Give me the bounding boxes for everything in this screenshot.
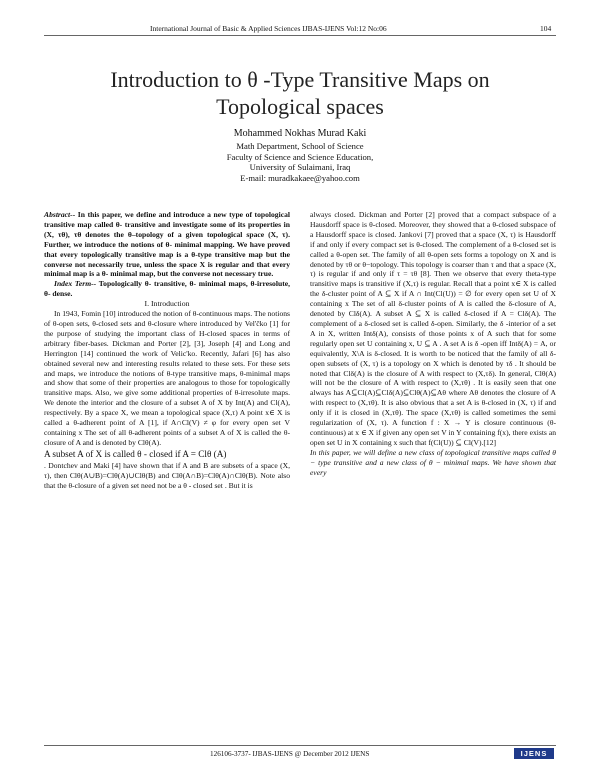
footer-rule — [44, 745, 556, 746]
theta-closed-definition: A subset A of X is called θ - closed if A = Clθ (A) — [44, 448, 227, 459]
intro-paragraph: In 1943, Fomin [10] introduced the notion of θ-continuous maps. The notions of θ-open sets, θ-closed sets and θ-closure where introduced by Vel'čko [1] for the purpose of studying the important class of H-closed spaces in terms of arbitrary fiber-bases. Dickman and Porter [2], [3], Joseph [4] and Long and Herrington [14] continued the work of Velic'ko. Recently, Jafari [6] has also obtained several new and interesting results related to these sets. For these sets and maps, we introduce the notions of θ-type transitive maps, θ-minimal maps and show that some of their properties are analogous to those for topologically transitive maps. Also, we give some additional properties of θ-irresolute maps. We denote the interior and the closure of a subset A of X by Int(A) and Cl(A), respectively. By a space X, we mean a topological space (X,τ) A point x∈ X is called a θ-adherent point of A [1], if A∩Cl(V) ≠ φ for every open set V containing x The set of all θ-adherent points of a subset A of X is called the θ-closure of A and is denoted by Clθ(A). — [44, 309, 290, 447]
ijens-logo: IJENS — [514, 748, 554, 759]
author-name: Mohammed Nokhas Murad Kaki — [233, 128, 367, 139]
author-faculty: Faculty of Science and Science Education, — [226, 151, 374, 162]
index-terms-text: Topologically θ- transitive, θ- minimal maps, θ-irresolute, θ- dense. — [44, 279, 290, 299]
right-paragraph: always closed. Dickman and Porter [2] proved that a compact subspace of a Hausdorff space is θ-closed. Moreover, they showed that a θ-closed subspace of a Hausdorff space is closed. Jankovi [7] proved that a space (X, τ) is Hausdorff if and only if every compact set is θ-closed. The complement of a θ-closed set is called a θ-open set. The family of all θ-open sets forms a topology on X and is denoted by τθ or θ−topology. This topology is coarser than τ and that a space (X, τ) is regular if and only if τ = τθ [8]. Then we observe that every theta-type transitive maps is transitive if (X,τ) is regular. Recall that a point x∈ X is called the δ-cluster point of A ⊆ X if A ∩ Int(Cl(U)) = ∅ for every open set U of X containing x The set of all δ-cluster points of A is called the δ-closure of A, denoted by Clδ(A). A subset A ⊆ X is called δ-closed if A = Clδ(A). The complement of a δ-closed set is called δ-open. Similarly, the δ -interior of a set A in X, written Intδ(A), consists of those points x of A such that for some regularly open set U containing x, U ⊆ A . A set A is δ -open iff Intδ(A) = A, or equivalently, X\A is δ-closed. It is worth to be noticed that the family of all δ-open subsets of (X, τ) is a topology on X which is denoted by τδ . It should be noted that Clδ(A) is the closure of A with respect to (X,τδ). In general, Clθ(A) will not be the closure of A with respect to (X,τθ) . It is easily seen that one always has A⊆Cl(A)⊆Clδ(A)⊆Clθ(A)⊆Aθ where Aθ denotes the closure of A with respect to (X,τθ). It is also obvious that a set A is θ-closed in (X, τ) if and only if it is closed in (X,τθ). The space (X,τθ) is called sometimes the semi regularization of (X, τ). A function f : X → Y is closure continuous (θ-continuous) at x ∈ X if given any open set V in Y containing f(x), there exists an open set U in X containing x such that f(Cl(U)) ⊆ Cl(V).[12] — [310, 210, 556, 447]
title-line-1: Introduction to θ -Type Transitive Maps on — [110, 67, 490, 92]
author-university: University of Sulaimani, Iraq — [249, 162, 351, 173]
index-terms — [44, 279, 290, 299]
footer-text: 126106-3737- IJBAS-IJENS @ December 2012 IJENS — [210, 750, 370, 758]
contribution-paragraph: In this paper, we will define a new class of topological transitive maps called θ − type transitive and a new class of θ − minimal maps. We have shown that every — [310, 447, 556, 477]
abstract — [44, 210, 290, 279]
author-department: Math Department, School of Science — [236, 141, 364, 151]
abstract-label: Abstract-- — [44, 210, 76, 219]
header-rule — [44, 35, 556, 36]
section-heading: I. Introduction — [144, 299, 190, 309]
paper-title — [40, 66, 560, 120]
page-number: 104 — [540, 24, 552, 33]
intro-paragraph-continued: . Dontchev and Maki [4] have shown that if A and B are subsets of a space (X, τ), then Clθ(A∪B)=Clθ(A)∪Clθ(B) and Clθ(A∩B)=Clθ(A)∩Clθ(B). Note also that the θ-closure of a given set need not be a θ - closed set . But it is — [44, 460, 290, 490]
author-block — [100, 128, 500, 183]
left-column — [44, 210, 290, 490]
abstract-text: In this paper, we define and introduce a new type of topological transitive map called θ- transitive and investigate some of its properties in (X, τθ), τθ denotes the θ–topology of a given topological space (X, τ). Further, we introduce the notions of θ- minimal mapping. We have proved that every topologically transitive map is a θ-type transitive map but the converse not necessarily true, unless the space X is regular and that every minimal map is a θ- minimal map, but the converse not necessary true. — [44, 210, 290, 279]
title-line-2: Topological spaces — [216, 94, 384, 119]
right-column — [310, 210, 556, 477]
index-terms-label: Index Term-- — [54, 279, 97, 289]
author-email: E-mail: muradkakaee@yahoo.com — [240, 172, 360, 183]
journal-name: International Journal of Basic & Applied Sciences IJBAS-IJENS Vol:12 No:06 — [150, 24, 387, 33]
